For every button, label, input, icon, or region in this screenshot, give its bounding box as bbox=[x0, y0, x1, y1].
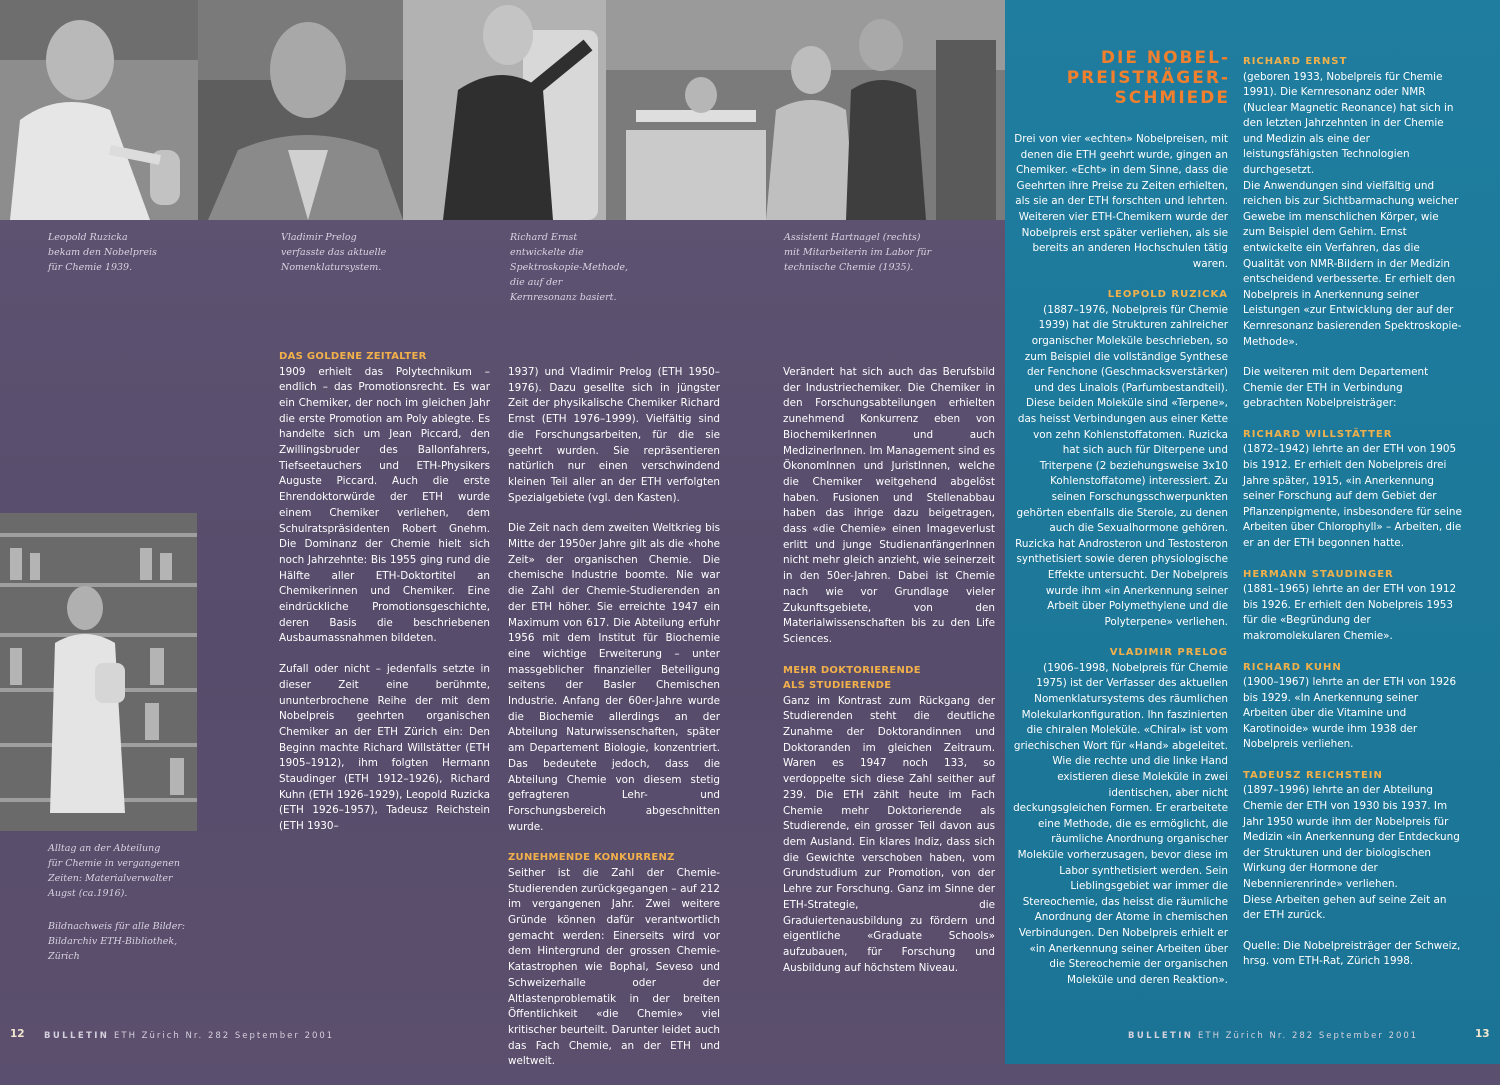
col2-paragraph-1: 1937) und Vladimir Prelog (ETH 1950–1976). Dazu gesellte sich in jüngster Zeit der physikalische Chemiker Richard Ernst (ETH 1976–1999). Vielfältig sind die Forschungsarbeiten, für die sie geehrt wurden. Sie repräsentieren natürlich nur einen verschwindend kleinen Teil aller an der ETH verfolgten Spezialgebiete (vgl. den Kasten). bbox=[508, 366, 720, 504]
text-willstaetter: (1872–1942) lehrte an der ETH von 1905 bis 1912. Er erhielt den Nobelpreis drei Jahre später, 1915, «in Anerkennung seiner Forschung auf dem Gebiet der Pflanzenpigmente, insbesondere für seine Arbeiten über Chlorophyll» – Arbeiten, die er an der ETH begonnen hatte. bbox=[1243, 443, 1462, 550]
text-others-intro: Die weiteren mit dem Departement Chemie der ETH in Verbindung gebrachten Nobelpreisträger: bbox=[1243, 366, 1429, 410]
footer-issue-left: ETH Zürich Nr. 282 September 2001 bbox=[114, 1031, 335, 1041]
col2-paragraph-2: Die Zeit nach dem zweiten Weltkrieg bis Mitte der 1950er Jahre gilt als die «hohe Zeit» der organischen Chemie. Die chemische Industrie boomte. Nie war die Zahl der Chemie-Studierenden an der ETH höher. Sie erreichte 1947 ein Maximum von 617. Die Abteilung erfuhr 1956 mit dem Institut für Biochemie eine wichtige Erweiterung – unter massgeblicher finanzieller Beteiligung seitens der Basler Chemischen Industrie. Anfang der 60er-Jahre wurde die Biochemie allerdings an der Abteilung Naturwissenschaften, später am Departement Biologie, konzentriert. Das bedeutete jedoch, dass die Abteilung Chemie von diesem stetig gefragteren Lehr- und Forschungsbereich abgeschnitten wurde. bbox=[508, 522, 720, 833]
box-column-1 bbox=[1013, 132, 1228, 988]
heading-prelog: VLADIMIR PRELOG bbox=[1109, 647, 1228, 659]
heading-willstaetter: RICHARD WILLSTÄTTER bbox=[1243, 428, 1393, 440]
caption-ruzicka: Leopold Ruzicka bekam den Nobelpreis für Chemie 1939. bbox=[48, 232, 157, 273]
caption-hartnagel: Assistent Hartnagel (rechts) mit Mitarbeiterin im Labor für technische Chemie (1935). bbox=[784, 232, 932, 273]
page-number-left: 12 bbox=[10, 1028, 25, 1040]
footer-brand-right: BULLETIN bbox=[1128, 1031, 1194, 1041]
text-reichstein-1: (1897–1996) lehrte an der Abteilung Chemie der ETH von 1930 bis 1937. Im Jahr 1950 wurde ihm der Nobelpreis für Medizin «in Anerkennung der Entdeckung der Strukturen und der biologischen Wirkung der Hormone der Nebennierenrinde» verliehen. bbox=[1243, 784, 1460, 891]
footer-issue-right: ETH Zürich Nr. 282 September 2001 bbox=[1198, 1031, 1419, 1041]
caption-augst: Alltag an der Abteilung für Chemie in vergangenen Zeiten: Materialverwalter Augst (ca.1916). bbox=[48, 843, 181, 899]
heading-ernst: RICHARD ERNST bbox=[1243, 56, 1348, 67]
heading-goldene-zeitalter: DAS GOLDENE ZEITALTER bbox=[279, 351, 427, 362]
col1-paragraph-2: Zufall oder nicht – jedenfalls setzte in dieser Zeit eine berühmte, ununterbrochene Reihe der mit dem Nobelpreis geehrten organischen Chemiker an der ETH Zürich ein: Den Beginn machte Richard Willstätter (ETH 1905–1912), ihm folgten Hermann Staudinger (ETH 1912–1926), Richard Kuhn (ETH 1926–1929), Leopold Ruzicka (ETH 1926–1957), Tadeusz Reichstein (ETH 1930– bbox=[279, 663, 490, 833]
col2-paragraph-3: Seither ist die Zahl der Chemie-Studierenden zurückgegangen – auf 212 im vergangenen Jahr. Zwei weitere Gründe können dafür verantwortlich gemacht werden: Einerseits wird vor dem Hintergrund der grossen Chemie-Katastrophen wie Bophal, Seveso und Schweizerhalle oder der Altlastenproblematik in der breiten Öffentlichkeit «die Chemie» viel kritischer beurteilt. Darunter leidet auch das Fach Chemie, an der ETH und weltweit. bbox=[508, 866, 720, 1068]
box-column-2 bbox=[1243, 54, 1463, 985]
photo-augst bbox=[0, 513, 197, 831]
caption-credits: Bildnachweis für alle Bilder: Bildarchiv ETH-Bibliothek, Zürich bbox=[48, 921, 186, 962]
heading-kuhn: RICHARD KUHN bbox=[1243, 661, 1342, 673]
box-title: DIE NOBEL- PREISTRÄGER- SCHMIEDE bbox=[1066, 48, 1230, 108]
text-ernst-1: (geboren 1933, Nobelpreis für Chemie 1991). Die Kernresonanz oder NMR (Nuclear Magnetic Reonance) hat sich in den letzten Jahrzehnten in der Chemie und Medizin als eine der leistungsfähigsten Technologien durchgesetzt. bbox=[1243, 70, 1454, 177]
text-ruzicka: (1887–1976, Nobelpreis für Chemie 1939) hat die Strukturen zahlreicher organischer Moleküle beschrieben, so zum Beispiel die vollständige Synthese der Fenchone (Geschmacksverstärker) und des Linalols (Parfumbestandteil). Diese beiden Moleküle sind «Terpene», das heisst Verbindungen aus einer Kette von zehn Kohlenstoffatomen. Ruzicka hat sich auch für Diterpene und Triterpene (2 beziehungsweise 3x10 Kohlenstoffatome) interessiert. Zu seinen Forschungsschwerpunkten gehörten ebenfalls die Sterole, zu denen auch die Sexualhormone gehören. Ruzicka hat Androsteron und Testosteron synthetisiert sowie deren physiologische Effekte untersucht. Der Nobelpreis wurde ihm «in Anerkennung seiner Arbeit über Polymethylene und die Polyterpene» verliehen. bbox=[1015, 303, 1228, 628]
heading-ruzicka: LEOPOLD RUZICKA bbox=[1107, 289, 1228, 301]
box-intro: Drei von vier «echten» Nobelpreisen, mit denen die ETH geehrt wurde, gingen an Chemiker. «Echt» in dem Sinne, dass die Geehrten ihre Preise zu Zeiten erhielten, als sie an der ETH forschten und lehrten. Weiteren vier ETH-Chemikern wurde der Nobelpreis erst später verliehen, als sie bereits an anderen Hochschulen tätig waren. bbox=[1014, 133, 1228, 270]
heading-reichstein: TADEUSZ REICHSTEIN bbox=[1243, 769, 1383, 781]
col3-paragraph-1: Verändert hat sich auch das Berufsbild der Industriechemiker. Die Chemiker in den Forschungsabteilungen erhielten zunehmend Konkurrenz eben von BiochemikerInnen und auch MedizinerInnen. Im Management sind es ÖkonomInnen und JuristInnen, welche die Chemiker weitgehend abgelöst haben. Fusionen und Stellenabbau haben das ihrige dazu beigetragen, dass «die Chemie» einen Imageverlust erlitt und junge StudienanfängerInnen nicht mehr gleich anzieht, wie seinerzeit in den 50er-Jahren. Dabei ist Chemie nach wie vor Grundlage vieler Zukunftsgebiete, von den Materialwissenschaften bis zu den Life Sciences. bbox=[783, 366, 995, 645]
footer-brand-left: BULLETIN bbox=[44, 1031, 110, 1041]
page-number-right: 13 bbox=[1475, 1028, 1490, 1040]
photo-ruzicka bbox=[0, 0, 198, 220]
heading-zunehmende-konkurrenz: ZUNEHMENDE KONKURRENZ bbox=[508, 852, 675, 864]
heading-mehr-doktorierende: MEHR DOKTORIERENDE ALS STUDIERENDE bbox=[783, 664, 921, 692]
photo-hartnagel bbox=[606, 0, 1005, 220]
caption-prelog: Vladimir Prelog verfasste das aktuelle Nomenklatursystem. bbox=[281, 232, 387, 273]
footer-right bbox=[1128, 1031, 1418, 1041]
heading-staudinger: HERMANN STAUDINGER bbox=[1243, 568, 1394, 580]
text-ernst-2: Die Anwendungen sind vielfältig und reichen bis zur Sichtbarmachung weicher Gewebe im menschlichen Körper, wie zum Beispiel dem Gehirn. Ernst entwickelte ein Verfahren, das die Qualität von NMR-Bildern in der Medizin entscheidend verbesserte. Er erhielt den Nobelpreis in Anerkennung seiner Leistungen «zur Entwicklung der auf der Kernresonanz basierenden Spektroskopie-Methode». bbox=[1243, 179, 1462, 348]
text-prelog: (1906–1998, Nobelpreis für Chemie 1975) ist der Verfasser des aktuellen Nomenklatursystems des räumlichen Molekularkonfiguration. Ihn faszinierten die chiralen Moleküle. «Chiral» ist vom griechischen Wort für «Hand» abgeleitet. Wie die rechte und die linke Hand existieren diese Moleküle in zwei identischen, aber nicht deckungsgleichen Formen. Er erarbeitete eine Methode, die es ermöglicht, die räumliche Anordnung organischer Moleküle vorherzusagen, bevor diese im Labor synthetisiert werden. Sein Lieblingsgebiet war immer die Stereochemie, das heisst die räumliche Anordnung der Atome in chemischen Verbindungen. Den Nobelpreis erhielt er «in Anerkennung seiner Arbeiten über die Stereochemie der organischen Moleküle und deren Reaktion». bbox=[1013, 661, 1228, 986]
text-kuhn: (1900–1967) lehrte an der ETH von 1926 bis 1929. «In Anerkennung seiner Arbeiten über die Vitamine und Karotinoide» wurde ihm 1938 der Nobelpreis verliehen. bbox=[1243, 676, 1457, 751]
col1-paragraph-1: 1909 erhielt das Polytechnikum – endlich – das Promotionsrecht. Es war ein Chemiker, der noch im gleichen Jahr die erste Promotion am Poly ablegte. Es handelte sich um Jean Piccard, den Zwillingsbruder des Ballonfahrers, Tiefseetauchers und ETH-Physikers Auguste Piccard. Auch die erste Ehrendoktorwürde der ETH wurde einem Chemiker verliehen, dem Schulratspräsidenten Robert Gnehm. Die Dominanz der Chemie hielt sich noch Jahrzehnte: Bis 1955 ging rund die Hälfte aller ETH-Doktortitel an Chemikerinnen und Chemiker. Eine eindrückliche Promotionsgeschichte, deren Basis die beschriebenen Ausbaumassnahmen bildeten. bbox=[279, 365, 490, 645]
text-staudinger: (1881–1965) lehrte an der ETH von 1912 bis 1926. Er erhielt den Nobelpreis 1953 für die «Begründung der makromolekularen Chemie». bbox=[1243, 583, 1457, 642]
photo-prelog bbox=[198, 0, 403, 220]
footer-left bbox=[44, 1031, 334, 1041]
article-column-1 bbox=[279, 349, 490, 850]
caption-ernst: Richard Ernst entwickelte die Spektroskopie-Methode, die auf der Kernresonanz basiert. bbox=[510, 232, 629, 303]
photo-ernst bbox=[403, 0, 606, 220]
col3-paragraph-2: Ganz im Kontrast zum Rückgang der Studierenden steht die deutliche Zunahme der Doktorandinnen und Doktoranden im gleichen Zeitraum. Waren es 1947 noch 133, so verdoppelte sich diese Zahl seither auf 239. Die ETH zählt heute im Fach Chemie mehr Doktorierende als Studierende, ein grosser Teil davon aus dem Ausland. Ein klares Indiz, dass sich die Gewichte verschoben haben, vom Grundstudium zur Promotion, von der Lehre zur Forschung. Ganz im Sinne der ETH-Strategie, die Graduiertenausbildung zu fördern und eigentliche «Graduate Schools» aufzubauen, für Forschung und Ausbildung auf höchstem Niveau. bbox=[783, 694, 995, 974]
article-column-3 bbox=[783, 365, 995, 991]
article-column-2 bbox=[508, 365, 720, 1085]
text-source: Quelle: Die Nobelpreisträger der Schweiz, hrsg. vom ETH-Rat, Zürich 1998. bbox=[1243, 939, 1461, 968]
text-reichstein-2: Diese Arbeiten gehen auf seine Zeit an der ETH zurück. bbox=[1243, 893, 1447, 922]
